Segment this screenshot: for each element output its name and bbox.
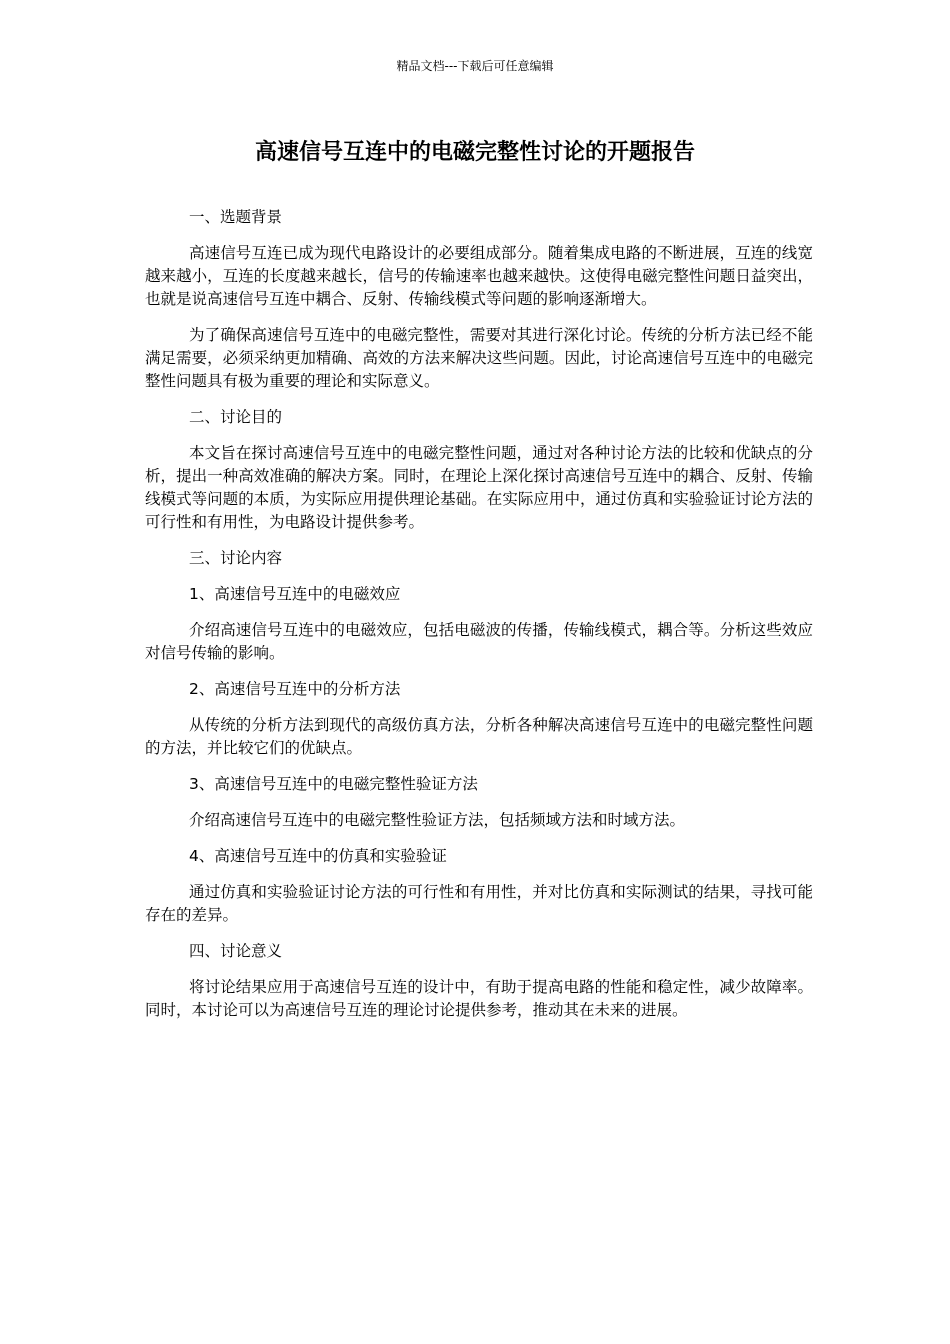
paragraph: 从传统的分析方法到现代的高级仿真方法，分析各种解决高速信号互连中的电磁完整性问题的方法，并比较它们的优缺点。 [145,716,813,757]
section-heading-significance: 四、讨论意义 [189,942,283,960]
paragraph: 本文旨在探讨高速信号互连中的电磁完整性问题，通过对各种讨论方法的比较和优缺点的分析，提出一种高效准确的解决方案。同时，在理论上深化探讨高速信号互连中的耦合、反射、传输线模式等问题的本质，为实际应用提供理论基础。在实际应用中，通过仿真和实验验证讨论方法的可行性和有用性，为电路设计提供参考。 [145,444,813,531]
paragraph: 介绍高速信号互连中的电磁效应，包括电磁波的传播，传输线模式，耦合等。分析这些效应对信号传输的影响。 [145,621,813,662]
section-heading-purpose: 二、讨论目的 [189,408,283,426]
page-header: 精品文档---下载后可任意编辑 [396,59,554,73]
paragraph: 通过仿真和实验验证讨论方法的可行性和有用性，并对比仿真和实际测试的结果，寻找可能存在的差异。 [145,883,813,924]
section-heading-background: 一、选题背景 [189,208,283,226]
document-title: 高速信号互连中的电磁完整性讨论的开题报告 [254,140,695,165]
section-heading-content: 三、讨论内容 [189,549,283,567]
subsection-heading: 4、高速信号互连中的仿真和实验验证 [189,847,447,865]
paragraph: 为了确保高速信号互连中的电磁完整性，需要对其进行深化讨论。传统的分析方法已经不能满足需要，必须采纳更加精确、高效的方法来解决这些问题。因此，讨论高速信号互连中的电磁完整性问题具有极为重要的理论和实际意义。 [145,326,813,390]
subsection-heading: 3、高速信号互连中的电磁完整性验证方法 [189,775,478,793]
subsection-heading: 1、高速信号互连中的电磁效应 [189,585,401,603]
paragraph: 高速信号互连已成为现代电路设计的必要组成部分。随着集成电路的不断进展，互连的线宽越来越小，互连的长度越来越长，信号的传输速率也越来越快。这使得电磁完整性问题日益突出，也就是说高速信号互连中耦合、反射、传输线模式等问题的影响逐渐增大。 [145,244,813,308]
paragraph: 介绍高速信号互连中的电磁完整性验证方法，包括频域方法和时域方法。 [189,811,686,829]
subsection-heading: 2、高速信号互连中的分析方法 [189,680,401,698]
paragraph: 将讨论结果应用于高速信号互连的设计中，有助于提高电路的性能和稳定性，减少故障率。同时，本讨论可以为高速信号互连的理论讨论提供参考，推动其在未来的进展。 [145,978,813,1019]
document-body [145,206,813,1035]
